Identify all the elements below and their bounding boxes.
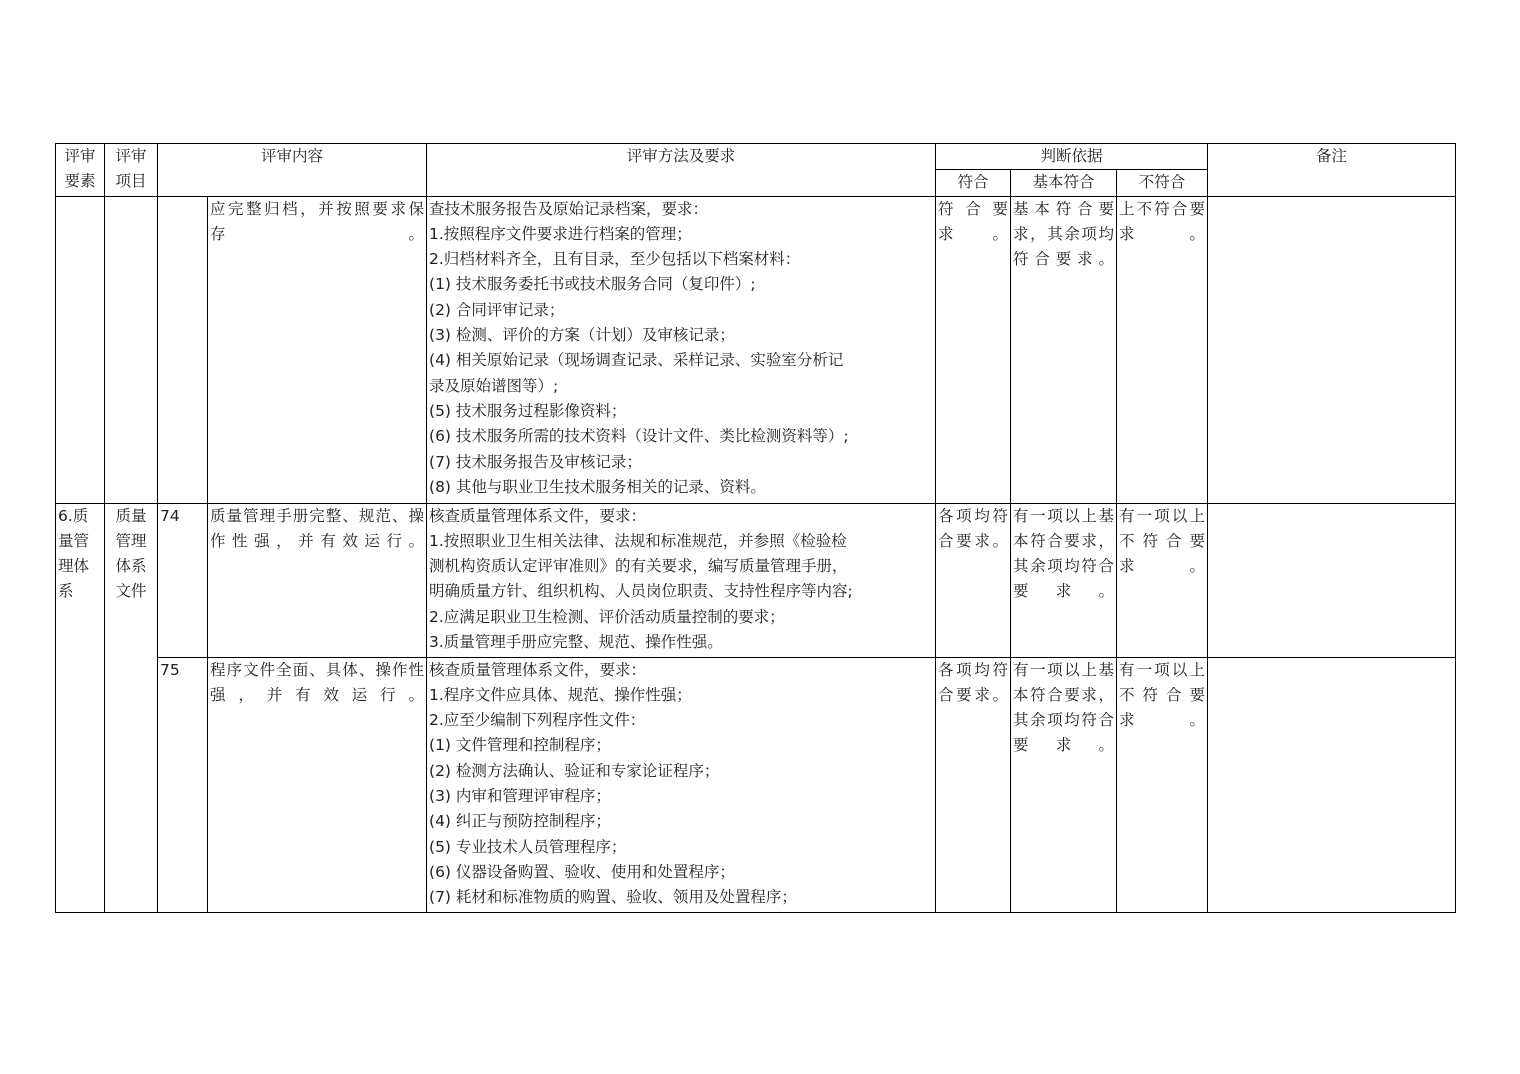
cell-conform: 各项均符合要求。 xyxy=(936,503,1011,657)
cell-basic-conform: 有一项以上基本符合要求，其余项均符合要求。 xyxy=(1011,503,1117,657)
cell-method: 核查质量管理体系文件，要求： 1.程序文件应具体、规范、操作性强； 2.应至少编制下列程序性文件： (1) 文件管理和控制程序； (2) 检测方法确认、验证和专家论证程序； (3) 内审和管理评审程序； (4) 纠正与预防控制程序； (5) 专业技术人员管理程序； (6) 仪器设备购置、验收、使用和处置程序； (7) 耗材和标准物质的购置、验收、领用及处置程序； xyxy=(427,657,936,912)
cell-basic-conform: 基本符合要求，其余项均符合要求。 xyxy=(1011,196,1117,503)
cell-content: 程序文件全面、具体、操作性强，并有效运行。 xyxy=(208,657,427,912)
table-row-74 xyxy=(56,503,1456,657)
header-basic-conform: 基本符合 xyxy=(1011,170,1117,196)
table-row-archive xyxy=(56,196,1456,503)
cell-conform: 各项均符合要求。 xyxy=(936,657,1011,912)
review-item-quality-documents: 质量管理体系文件 xyxy=(105,503,158,912)
cell-remarks xyxy=(1208,657,1456,912)
header-remarks: 备注 xyxy=(1208,144,1456,197)
cell-method: 核查质量管理体系文件，要求： 1.按照职业卫生相关法律、法规和标准规范，并参照《检验检 测机构资质认定评审准则》的有关要求，编写质量管理手册， 明确质量方针、组织机构、人员岗位职责、支持性程序等内容; 2.应满足职业卫生检测、评价活动质量控制的要求； 3.质量管理手册应完整、规范、操作性强。 xyxy=(427,503,936,657)
item-number-75: 75 xyxy=(158,657,208,912)
table-row-75 xyxy=(56,657,1456,912)
review-table xyxy=(55,143,1456,913)
header-conform: 符合 xyxy=(936,170,1011,196)
header-nonconform: 不符合 xyxy=(1117,170,1208,196)
cell-content: 质量管理手册完整、规范、操作性强，并有效运行。 xyxy=(208,503,427,657)
header-review-method: 评审方法及要求 xyxy=(427,144,936,197)
header-review-element: 评审 要素 xyxy=(56,144,105,197)
header-review-item: 评审 项目 xyxy=(105,144,158,197)
cell-nonconform: 有一项以上不符合要求。 xyxy=(1117,503,1208,657)
cell-no-empty xyxy=(158,196,208,503)
cell-remarks xyxy=(1208,196,1456,503)
cell-item-empty xyxy=(105,196,158,503)
cell-nonconform: 有一项以上不符合要求。 xyxy=(1117,657,1208,912)
header-review-content: 评审内容 xyxy=(158,144,427,197)
item-number-74: 74 xyxy=(158,503,208,657)
header-judgment-basis: 判断依据 xyxy=(936,144,1208,170)
cell-remarks xyxy=(1208,503,1456,657)
cell-element-empty xyxy=(56,196,105,503)
review-element-quality-system: 6.质量管理体系 xyxy=(56,503,105,912)
cell-content: 应完整归档，并按照要求保存。 xyxy=(208,196,427,503)
cell-nonconform: 上不符合要求。 xyxy=(1117,196,1208,503)
cell-basic-conform: 有一项以上基本符合要求，其余项均符合要求。 xyxy=(1011,657,1117,912)
cell-method: 查技术服务报告及原始记录档案，要求： 1.按照程序文件要求进行档案的管理； 2.归档材料齐全，且有目录，至少包括以下档案材料： (1) 技术服务委托书或技术服务合同（复印件）; (2) 合同评审记录； (3) 检测、评价的方案（计划）及审核记录； (4) 相关原始记录（现场调查记录、采样记录、实验室分析记 录及原始谱图等）; (5) 技术服务过程影像资料； (6) 技术服务所需的技术资料（设计文件、类比检测资料等）; (7) 技术服务报告及审核记录； (8) 其他与职业卫生技术服务相关的记录、资料。 xyxy=(427,196,936,503)
cell-conform: 符合要求。 xyxy=(936,196,1011,503)
